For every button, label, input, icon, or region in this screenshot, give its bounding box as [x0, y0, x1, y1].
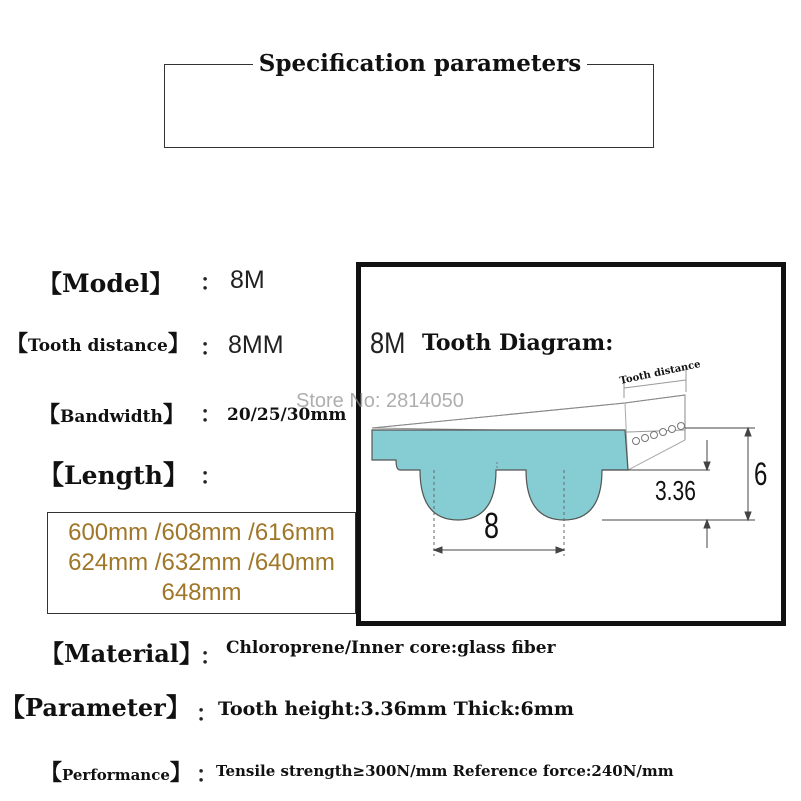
belt-profile	[372, 430, 628, 520]
model-value: 8M	[230, 266, 265, 294]
length-line-3: 648mm	[161, 579, 242, 606]
length-line-2: 624mm /632mm /640mm	[68, 549, 335, 576]
tooth-distance-note: Tooth distance	[618, 359, 702, 387]
bandwidth-label: Bandwidth	[60, 407, 163, 427]
model-label: Model	[62, 269, 150, 298]
colon: ：	[200, 336, 223, 361]
pitch-label: 8	[484, 505, 500, 546]
tooth-distance-value: 8MM	[228, 331, 284, 359]
colon: ：	[196, 763, 219, 788]
bracket-close: 】	[162, 461, 189, 491]
bracket-open: 【	[38, 270, 62, 298]
bracket-close: 】	[167, 332, 190, 357]
length-line-1: 600mm /608mm /616mm	[68, 519, 335, 546]
parameter-label: Parameter	[25, 693, 166, 722]
performance-value: Tensile strength≥300N/mm Reference force:240N/mm	[216, 762, 674, 780]
bracket-close: 】	[178, 640, 203, 668]
colon: ：	[196, 702, 219, 727]
diagram-model-label: 8M	[370, 327, 406, 360]
bracket-open: 【	[0, 693, 26, 722]
bracket-close: 】	[169, 761, 192, 786]
bandwidth-value: 20/25/30mm	[227, 405, 347, 425]
material-value: Chloroprene/Inner core:glass fiber	[226, 638, 556, 658]
performance-label: Performance	[62, 766, 170, 784]
thickness-label: 6	[754, 456, 768, 492]
tooth-distance-label: Tooth distance	[28, 336, 168, 356]
bracket-close: 】	[162, 403, 185, 428]
length-label: Length	[64, 461, 163, 490]
colon: ：	[200, 465, 223, 490]
pitch-dimension	[434, 547, 564, 553]
colon: ：	[200, 645, 223, 670]
bracket-open: 【	[38, 403, 61, 428]
tooth-height-label: 3.36	[655, 475, 696, 506]
bracket-close: 】	[149, 270, 174, 298]
store-watermark: Store No: 2814050	[296, 390, 464, 412]
parameter-value: Tooth height:3.36mm Thick:6mm	[218, 698, 574, 720]
diagram-title: Tooth Diagram:	[422, 330, 614, 356]
bracket-open: 【	[40, 761, 63, 786]
bracket-open: 【	[6, 332, 29, 357]
bracket-open: 【	[38, 461, 65, 491]
colon: ：	[200, 403, 223, 428]
material-label: Material	[64, 639, 179, 668]
colon: ：	[200, 271, 223, 296]
page-title: Specification parameters	[164, 50, 676, 77]
bracket-open: 【	[40, 640, 64, 668]
bracket-close: 】	[165, 693, 191, 722]
